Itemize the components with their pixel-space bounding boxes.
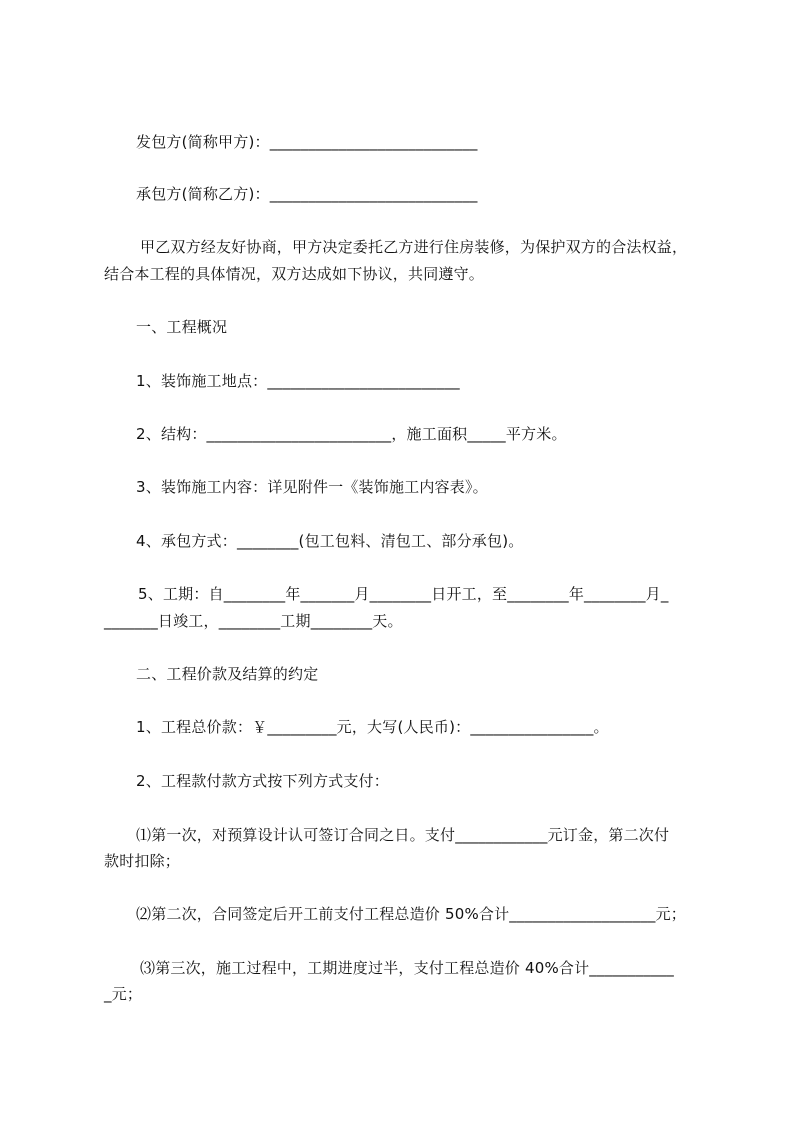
- section-1-item-2: 2、结构：________________________，施工面积_____平方米。: [136, 425, 567, 443]
- intro-paragraph-line-2: 结合本工程的具体情况，双方达成如下协议，共同遵守。: [104, 265, 485, 283]
- section-1-item-5-line-1: 5、工期：自________年_______月________日开工，至________年________月_: [138, 585, 669, 603]
- payment-3-line-1: ⑶第三次，施工过程中，工期进度过半，支付工程总造价 40%合计___________: [140, 959, 675, 977]
- section-2-item-1: 1、工程总价款：￥_________元，大写(人民币)：________________。: [136, 718, 609, 736]
- section-1-heading: 一、工程概况: [136, 318, 228, 336]
- section-2-heading: 二、工程价款及结算的约定: [136, 665, 319, 683]
- intro-paragraph-line-1: 甲乙双方经友好协商，甲方决定委托乙方进行住房装修，为保护双方的合法权益，: [140, 238, 688, 256]
- section-2-item-2: 2、工程款付款方式按下列方式支付：: [136, 772, 389, 790]
- section-1-item-5-line-2: _______日竣工，________工期________天。: [104, 612, 403, 630]
- section-1-item-1: 1、装饰施工地点：_________________________: [136, 372, 460, 390]
- payment-3-line-2: _元；: [104, 985, 143, 1003]
- payment-1-line-1: ⑴第一次，对预算设计认可签订合同之日。支付____________元订金，第二次付: [136, 826, 670, 844]
- payment-1-line-2: 款时扣除；: [104, 852, 181, 870]
- section-1-item-4: 4、承包方式：________(包工包料、清包工、部分承包)。: [136, 532, 524, 550]
- party-b-line: 承包方(简称乙方)：___________________________: [136, 185, 478, 203]
- payment-2: ⑵第二次，合同签定后开工前支付工程总造价 50%合计___________________元；: [136, 905, 687, 923]
- party-a-line: 发包方(简称甲方)：___________________________: [136, 133, 478, 151]
- section-1-item-3: 3、装饰施工内容：详见附件一《装饰施工内容表》。: [136, 478, 488, 496]
